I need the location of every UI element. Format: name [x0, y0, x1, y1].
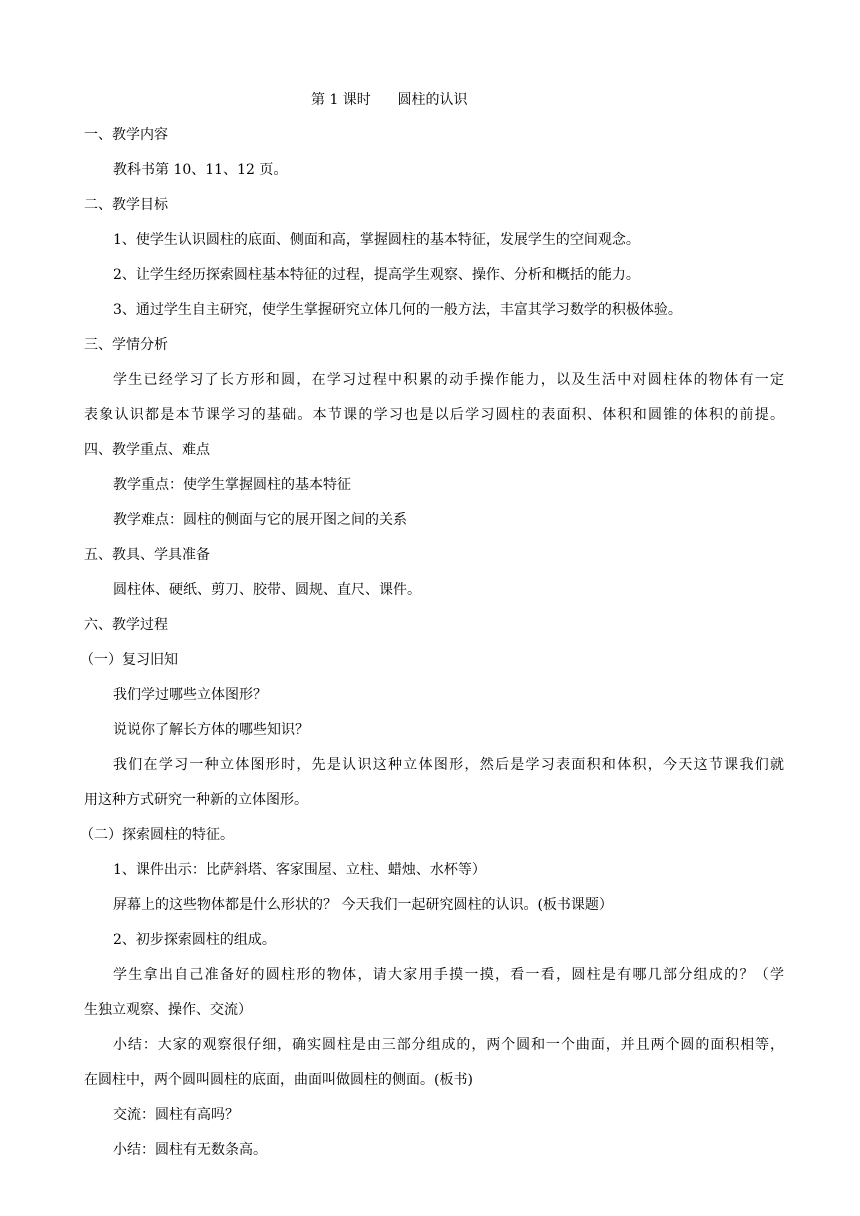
- difficult-point-text: 教学难点：圆柱的侧面与它的展开图之间的关系: [113, 512, 407, 528]
- review-text-line-2: 用这种方式研究一种新的立体图形。: [84, 792, 308, 808]
- explore-step-2: 2、初步探索圆柱的组成。: [113, 932, 276, 948]
- review-text-line-1: 我们在学习一种立体图形时，先是认识这种立体图形，然后是学习表面积和体积，今天这节课我们就: [113, 757, 784, 773]
- subsection-heading-explore: （二）探索圆柱的特征。: [80, 827, 234, 843]
- tools-text: 圆柱体、硬纸、剪刀、胶带、圆规、直尺、课件。: [113, 582, 421, 598]
- lesson-title: 第 1 课时 圆柱的认识: [311, 92, 468, 108]
- section-heading-goals: 二、教学目标: [84, 197, 168, 213]
- section-heading-process: 六、教学过程: [84, 617, 168, 633]
- review-question-1: 我们学过哪些立体图形？: [113, 687, 267, 703]
- section-heading-tools: 五、教具、学具准备: [84, 547, 210, 563]
- summary-1-line-1: 小结：大家的观察很仔细，确实圆柱是由三部分组成的，两个圆和一个曲面，并且两个圆的面积相等，: [113, 1037, 784, 1053]
- goal-item-2: 2、让学生经历探索圆柱基本特征的过程，提高学生观察、操作、分析和概括的能力。: [113, 267, 640, 283]
- section-heading-analysis: 三、学情分析: [84, 337, 168, 353]
- explore-step-2-text-line-1: 学生拿出自己准备好的圆柱形的物体，请大家用手摸一摸，看一看，圆柱是有哪几部分组成的？（学: [113, 967, 784, 983]
- section-heading-content: 一、教学内容: [84, 127, 168, 143]
- analysis-line-2: 表象认识都是本节课学习的基础。本节课的学习也是以后学习圆柱的表面积、体积和圆锥的体积的前提。: [84, 407, 784, 423]
- explore-step-1-question: 屏幕上的这些物体都是什么形状的？ 今天我们一起研究圆柱的认识。(板书课题）: [113, 897, 613, 913]
- summary-1-line-2: 在圆柱中，两个圆叫圆柱的底面，曲面叫做圆柱的侧面。(板书): [84, 1072, 473, 1088]
- analysis-line-1: 学生已经学习了长方形和圆，在学习过程中积累的动手操作能力，以及生活中对圆柱体的物体有一定: [113, 372, 784, 388]
- explore-step-1: 1、课件出示：比萨斜塔、客家围屋、立柱、蜡烛、水杯等）: [113, 862, 486, 878]
- content-text: 教科书第 10、11、12 页。: [113, 162, 288, 178]
- goal-item-1: 1、使学生认识圆柱的底面、侧面和高，掌握圆柱的基本特征，发展学生的空间观念。: [113, 232, 640, 248]
- section-heading-key-points: 四、教学重点、难点: [84, 442, 210, 458]
- review-question-2: 说说你了解长方体的哪些知识？: [113, 722, 309, 738]
- goal-item-3: 3、通过学生自主研究，使学生掌握研究立体几何的一般方法，丰富其学习数学的积极体验。: [113, 302, 682, 318]
- explore-step-2-text-line-2: 生独立观察、操作、交流）: [84, 1002, 252, 1018]
- exchange-question: 交流：圆柱有高吗？: [113, 1107, 239, 1123]
- summary-2: 小结：圆柱有无数条高。: [113, 1142, 267, 1158]
- subsection-heading-review: （一）复习旧知: [80, 652, 178, 668]
- key-point-text: 教学重点：使学生掌握圆柱的基本特征: [113, 477, 351, 493]
